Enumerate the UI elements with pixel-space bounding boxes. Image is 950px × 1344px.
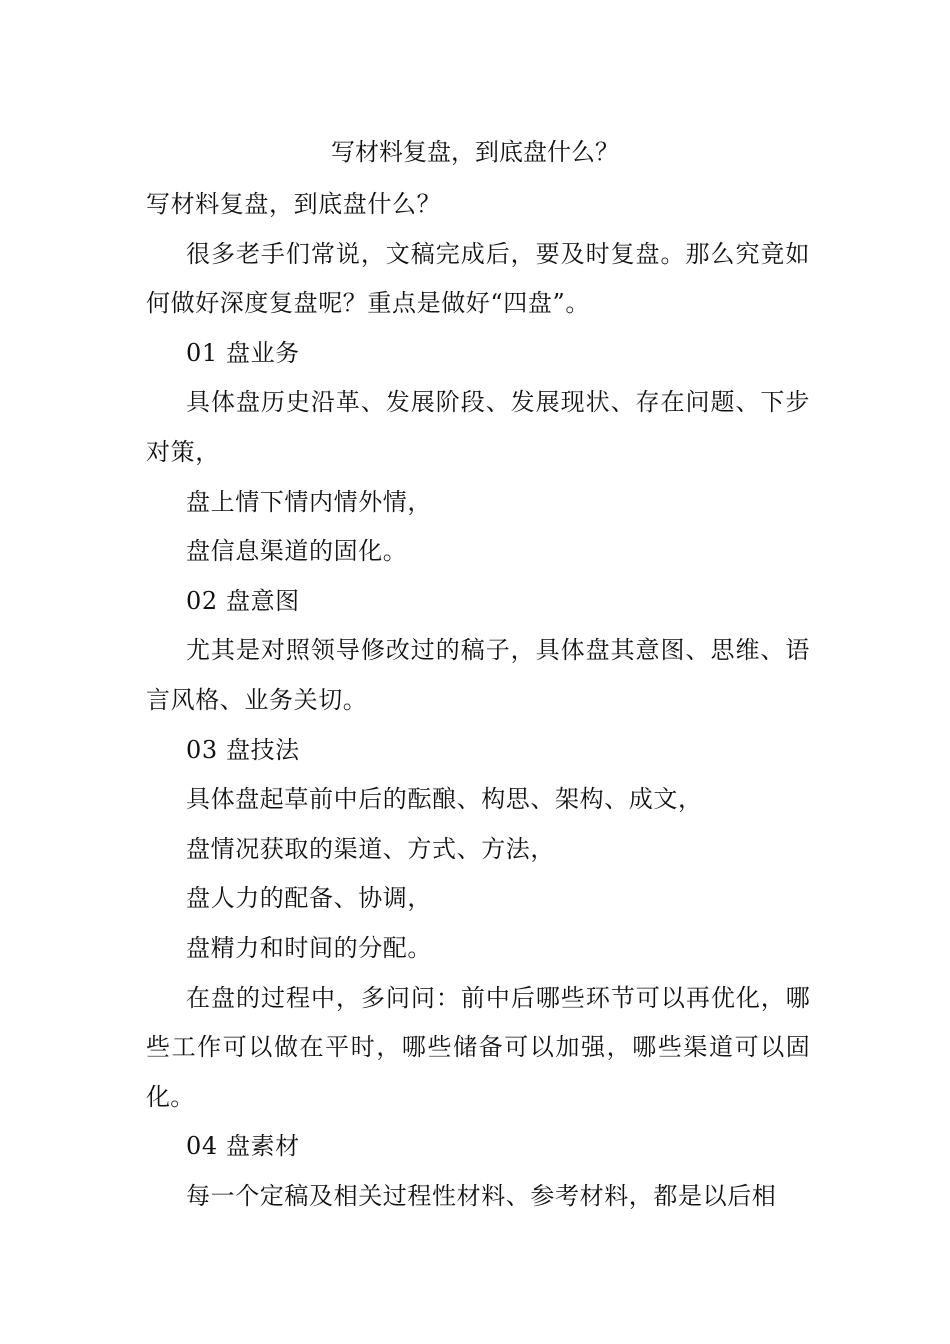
paragraph-business-3: 盘信息渠道的固化。 [186,537,408,566]
section-heading-01: 01 盘业务 [186,338,300,367]
paragraph-intro: 很多老手们常说，文稿完成后，要及时复盘。那么究竟如何做好深度复盘呢？重点是做好“四盘”。 [146,239,810,318]
paragraph-technique-3: 盘人力的配备、协调， [186,884,432,913]
paragraph-business-1: 具体盘历史沿革、发展阶段、发展现状、存在问题、下步对策， [146,388,810,466]
document-title: 写材料复盘，到底盘什么？ [331,138,619,166]
paragraph-technique-1: 具体盘起草前中后的酝酿、构思、架构、成文， [186,785,703,814]
section-heading-04: 04 盘素材 [186,1132,300,1161]
paragraph-heading-repeat: 写材料复盘，到底盘什么？ [146,190,442,218]
paragraph-technique-2: 盘情况获取的渠道、方式、方法， [186,834,555,863]
paragraph-business-2: 盘上情下情内情外情， [186,487,432,516]
section-heading-03: 03 盘技法 [186,735,300,764]
section-heading-02: 02 盘意图 [186,586,300,615]
paragraph-materials: 每一个定稿及相关过程性材料、参考材料，都是以后相 [186,1181,777,1210]
document-body [146,180,810,1221]
paragraph-process-questions: 在盘的过程中，多问问：前中后哪些环节可以再优化，哪些工作可以做在平时，哪些储备可以加强，哪些渠道可以固化。 [146,983,810,1111]
paragraph-intent: 尤其是对照领导修改过的稿子，具体盘其意图、思维、语言风格、业务关切。 [146,636,810,714]
paragraph-technique-4: 盘精力和时间的分配。 [186,933,432,962]
